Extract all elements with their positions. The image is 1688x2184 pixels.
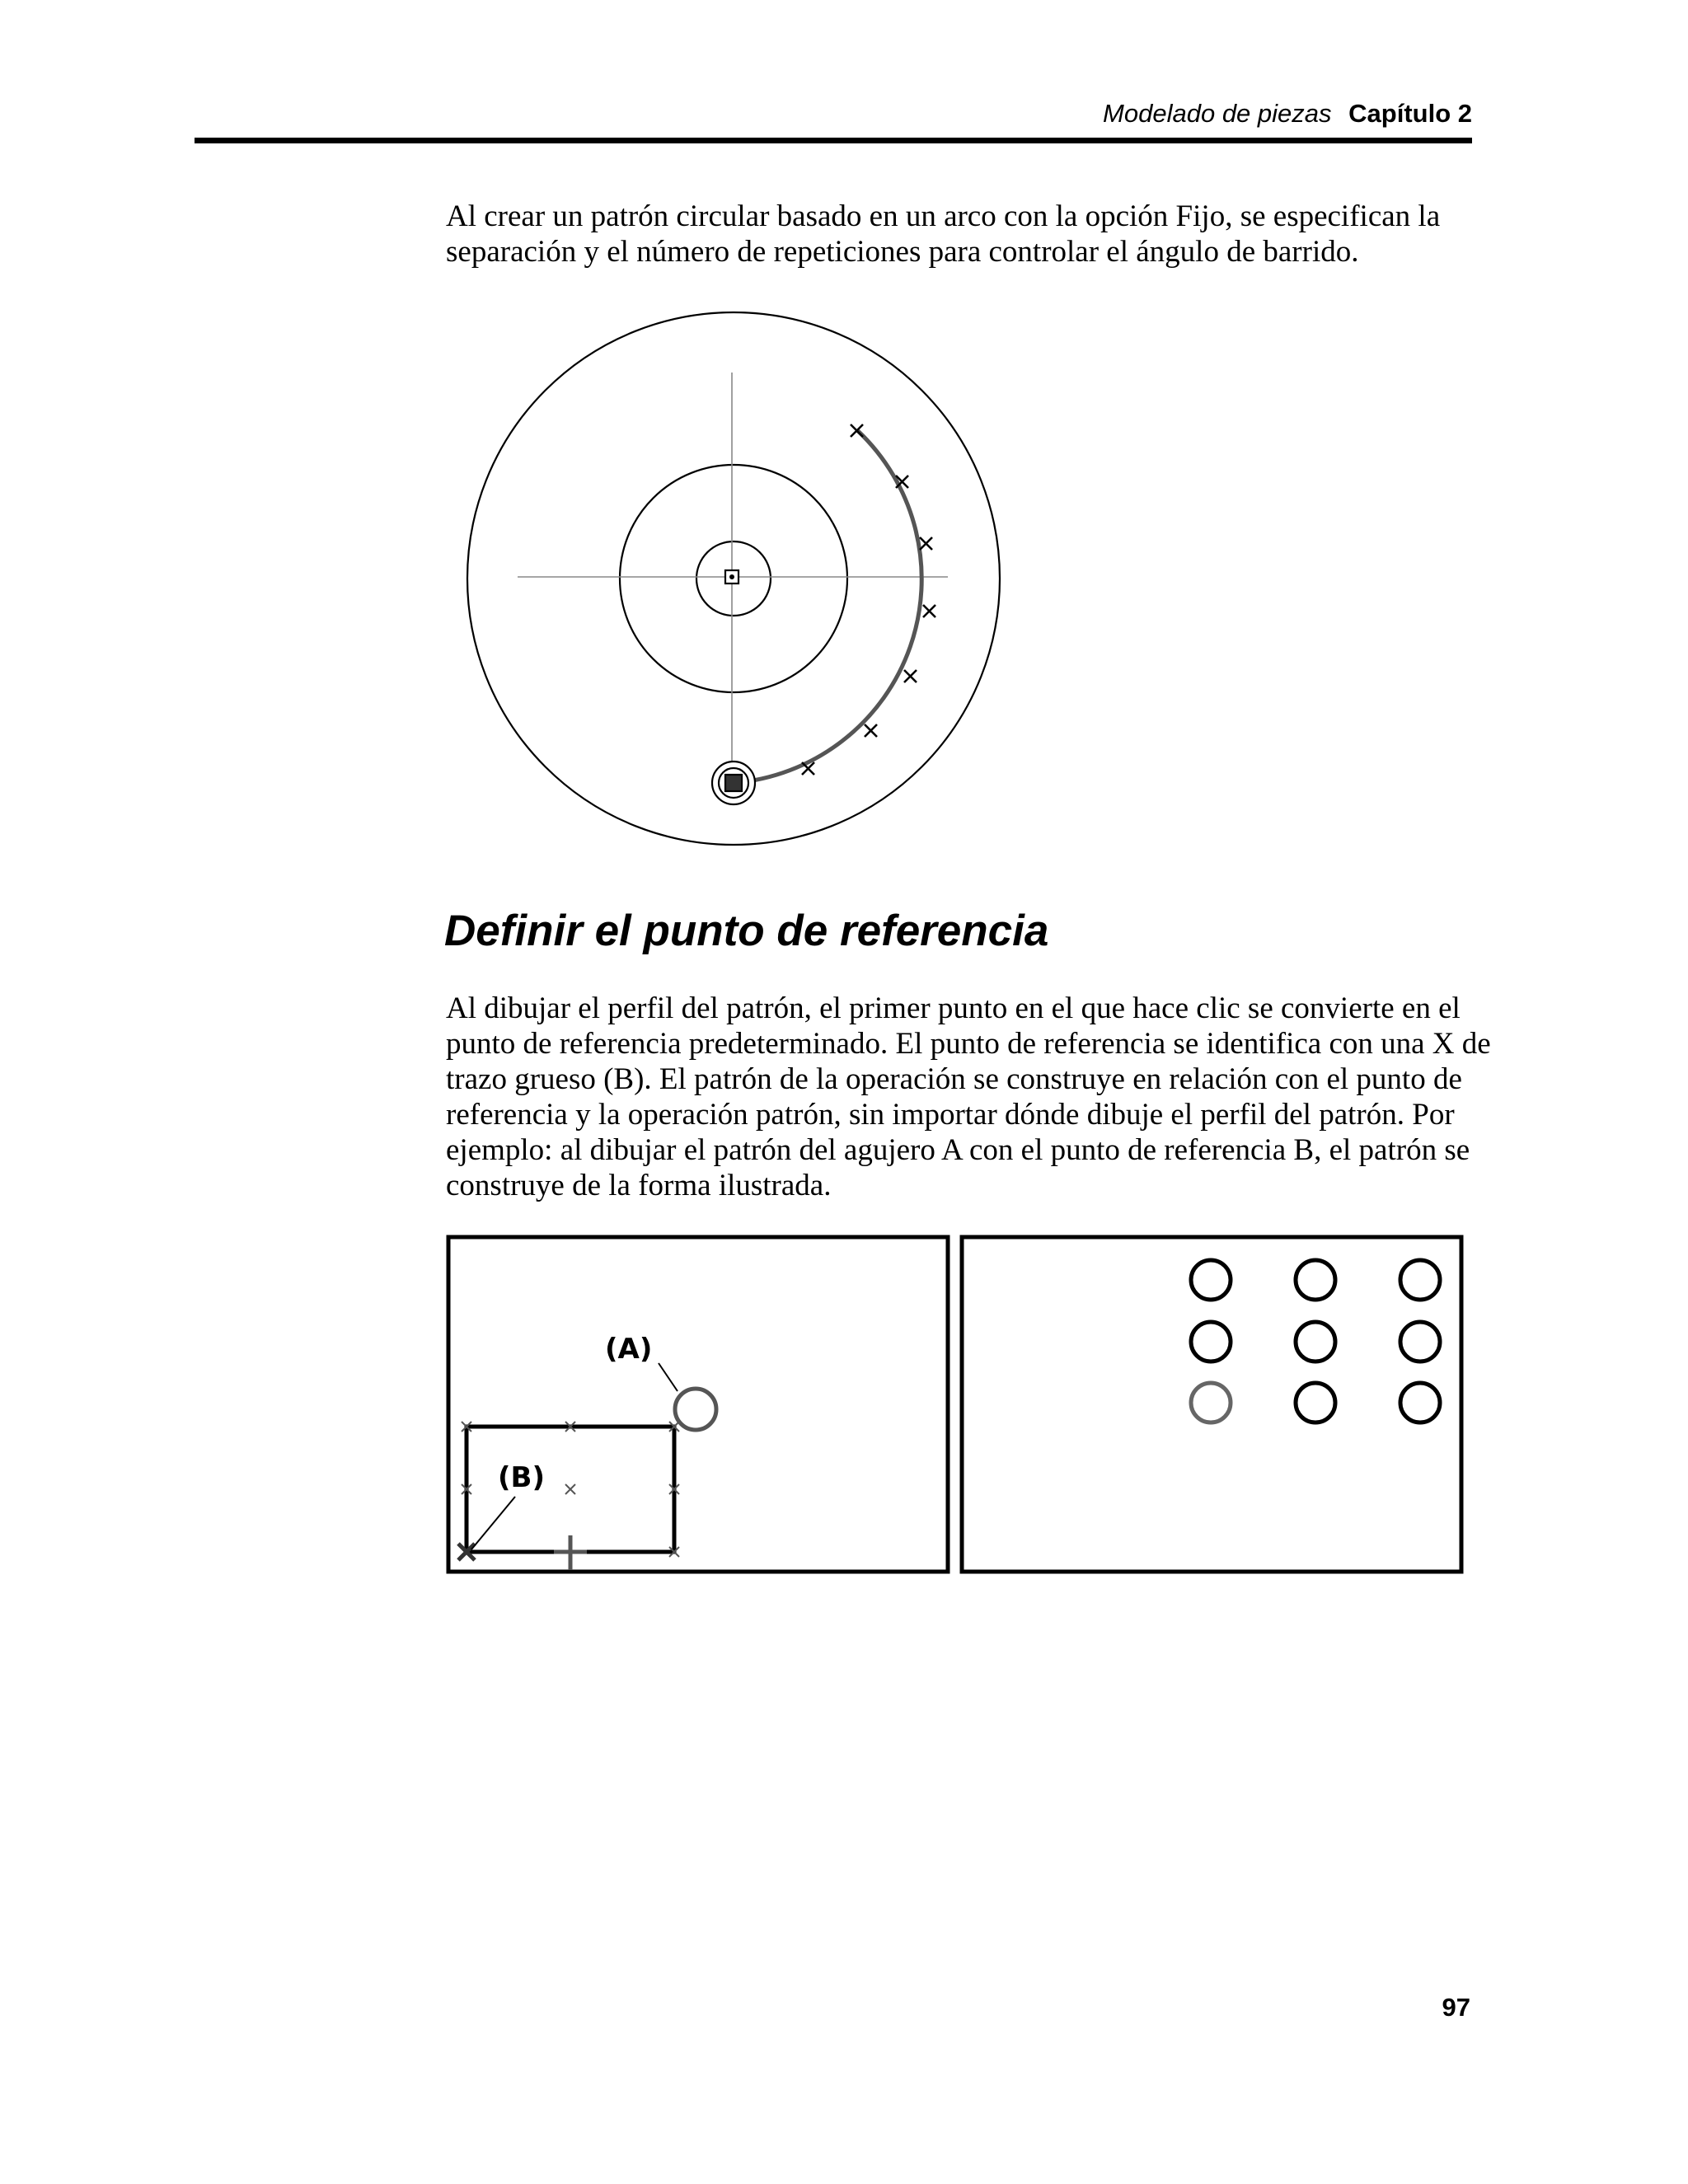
label-a: (A) <box>605 1333 653 1366</box>
header-section-title: Modelado de piezas <box>1103 99 1332 128</box>
pattern-instance-markers <box>802 424 935 775</box>
circular-pattern-figure <box>462 307 1006 851</box>
section-heading: Definir el punto de referencia <box>444 907 1049 955</box>
header-chapter: Capítulo 2 <box>1348 99 1472 128</box>
running-header <box>1103 97 1472 130</box>
resulting-hole-pattern-figure <box>959 1235 1464 1574</box>
centre-marker <box>725 570 738 583</box>
label-b: (B) <box>498 1461 545 1494</box>
header-rule <box>195 138 1472 143</box>
intro-paragraph: Al crear un patrón circular basado en un arco con la opción Fijo, se especifican la separación y el número de repeticiones para controlar el ángulo de barrido. <box>446 199 1441 269</box>
page-number: 97 <box>1442 1993 1470 2022</box>
reference-point-paragraph: Al dibujar el perfil del patrón, el primer punto en el que hace clic se convierte en el punto de referencia predeterminado. El punto de referencia se identifica con una X de trazo grueso (B). El patrón de la operación se construye en relación con el punto de referencia y la operación patrón, sin importar dónde dibuje el perfil del patrón. Por ejemplo: al dibujar el patrón del agujero A con el punto de referencia B, el patrón se construye de la forma ilustrada. <box>446 991 1491 1202</box>
pattern-arc <box>734 430 921 783</box>
reference-point-profile-figure <box>446 1235 950 1574</box>
pattern-start-point <box>712 762 755 804</box>
